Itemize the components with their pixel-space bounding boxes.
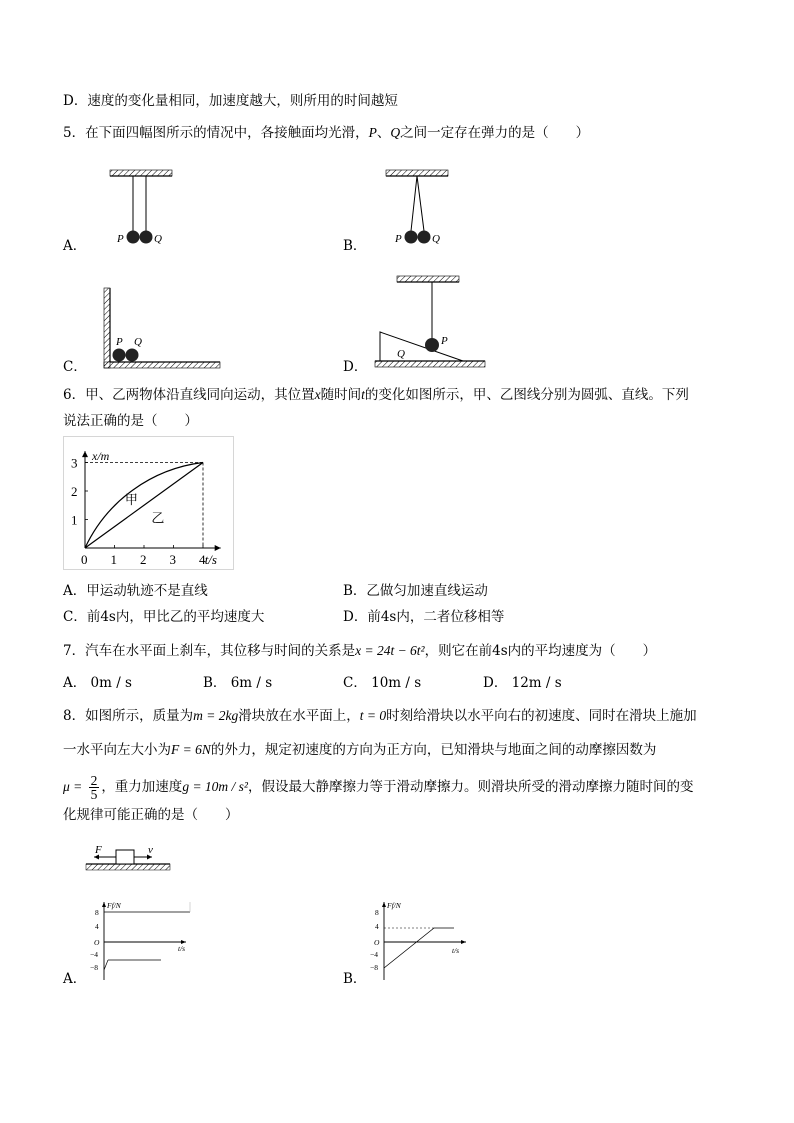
q5-figure-b xyxy=(378,165,468,255)
q7-stem-a: 7．汽车在水平面上刹车，其位移与时间的关系是 xyxy=(63,643,356,659)
q8-line1-a: 8．如图所示，质量为 xyxy=(63,708,194,724)
q8-fraction-den: 5 xyxy=(90,787,98,802)
q5-option-b-label: B． xyxy=(343,238,367,254)
q6-stem-t: t xyxy=(361,387,365,402)
q7-stem-b: ，则它在前4s内的平均速度为（ ） xyxy=(424,643,657,659)
q6-option-d: D．前4s内，二者位移相等 xyxy=(343,609,505,625)
q6-stem-part2: 随时间 xyxy=(320,387,362,403)
q8a-y-axis-label: Ff/N xyxy=(107,901,121,910)
q6-stem-part3: 的变化如图所示，甲、乙图线分别为圆弧、直线。下列 xyxy=(364,387,689,403)
q8a-tick-4: 4 xyxy=(95,922,99,931)
q8-line1-b: 滑块放在水平面上， xyxy=(238,708,360,724)
q5-stem-sep: 、 xyxy=(376,125,391,141)
q8-line2-a: 一水平向左大小为 xyxy=(63,742,171,758)
q8b-rising-line xyxy=(384,928,434,968)
q8-force-label: F xyxy=(95,844,102,856)
q8b-origin: O xyxy=(374,938,380,947)
q6-y-axis-label: x/m xyxy=(92,449,110,464)
q8-graph-b xyxy=(366,898,476,983)
q6-x-tick-label: 3 xyxy=(169,552,176,567)
q7-stem xyxy=(63,642,656,660)
q7-option-b: B． 6m / s xyxy=(203,675,273,691)
q8-mu: μ = xyxy=(63,779,83,794)
q6-chart-frame xyxy=(64,437,234,570)
q6-stem-part1: 6．甲、乙两物体沿直线同向运动，其位置 xyxy=(63,387,315,403)
q5a-q-label: Q xyxy=(154,233,162,245)
q6-stem-line2: 说法正确的是（ ） xyxy=(63,413,198,429)
q5a-p-label: P xyxy=(117,233,124,245)
q5d-p-label: P xyxy=(441,335,448,347)
q6-series-jia-label: 甲 xyxy=(124,491,138,507)
q6-y-tick-label: 1 xyxy=(71,512,78,528)
q8-gravity: g = 10m / s² xyxy=(182,779,248,794)
q6-option-b: B．乙做匀加速直线运动 xyxy=(343,583,488,599)
q6-x-tick-label: 2 xyxy=(140,552,147,567)
q6-x-axis-label: t/s xyxy=(204,552,217,567)
q6-position-time-chart xyxy=(63,436,235,571)
q8b-y-axis-label: Ff/N xyxy=(387,901,401,910)
q5-option-a-label: A． xyxy=(63,238,87,254)
q6-x-tick-label: 0 xyxy=(81,552,88,567)
q6-option-c: C．前4s内，甲比乙的平均速度大 xyxy=(63,609,265,625)
q6-option-a: A．甲运动轨迹不是直线 xyxy=(63,583,208,599)
q7-option-d: D． 12m / s xyxy=(483,675,562,691)
q6-x-tick-label: 4 xyxy=(199,552,206,567)
q8-graph-a xyxy=(86,898,196,983)
q5-stem-p: P xyxy=(368,125,377,140)
q8b-tick-4: 4 xyxy=(375,922,379,931)
q5-stem-text: 5．在下面四幅图所示的情况中，各接触面均光滑， xyxy=(63,125,369,141)
q5-figure-c xyxy=(100,285,230,375)
q7-option-a: A． 0m / s xyxy=(63,675,132,691)
q8-option-b-label: B． xyxy=(343,971,367,987)
q5c-q-label: Q xyxy=(134,336,142,348)
q8-line1 xyxy=(63,707,697,725)
q5-stem-tail: 之间一定存在弹力的是（ ） xyxy=(400,125,590,141)
q8-line1-c: 时刻给滑块以水平向右的初速度、同时在滑块上施加 xyxy=(386,708,697,724)
q8b-tick-neg8: −8 xyxy=(370,963,378,972)
q8a-tick-neg8: −8 xyxy=(90,963,98,972)
q8-line4: 化规律可能正确的是（ ） xyxy=(63,807,239,823)
q7-formula: x = 24t − 6t² xyxy=(355,643,425,658)
q8-velocity-label: v xyxy=(148,844,153,856)
q5-figure-d xyxy=(375,272,490,372)
q6-y-tick-label: 3 xyxy=(71,455,78,471)
q8-option-a-label: A． xyxy=(63,971,87,987)
q8a-tick-neg4: −4 xyxy=(90,950,98,959)
q8a-tick-8: 8 xyxy=(95,908,99,917)
q5-stem-q: Q xyxy=(390,125,401,140)
q8-line3-a: ，重力加速度 xyxy=(101,779,183,795)
q6-stem-x: x xyxy=(314,387,321,402)
q8-mass: m = 2kg xyxy=(193,708,239,723)
q8-line3-b: ，假设最大静摩擦力等于滑动摩擦力。则滑块所受的滑动摩擦力随时间的变 xyxy=(247,779,694,795)
q8b-x-axis-label: t/s xyxy=(452,946,460,955)
q8b-tick-neg4: −4 xyxy=(370,950,378,959)
q8-fraction xyxy=(89,774,100,801)
q8a-origin: O xyxy=(94,938,100,947)
q8a-x-axis-label: t/s xyxy=(178,944,186,953)
q5-option-c-label: C． xyxy=(63,359,87,375)
q8-block-figure xyxy=(82,840,177,880)
q5c-p-label: P xyxy=(116,336,123,348)
q8b-tick-8: 8 xyxy=(375,908,379,917)
q5-stem xyxy=(63,124,589,142)
q8-line3 xyxy=(63,774,693,801)
q8-line2-b: 的外力，规定初速度的方向为正方向，已知滑块与地面之间的动摩擦因数为 xyxy=(210,742,657,758)
q6-y-tick-label: 2 xyxy=(71,484,78,499)
q5-option-d-label: D． xyxy=(343,359,368,375)
q5d-q-label: Q xyxy=(397,348,405,360)
q5b-q-label: Q xyxy=(432,233,440,245)
q6-series-yi-label: 乙 xyxy=(151,510,165,526)
q7-option-c: C． 10m / s xyxy=(343,675,422,691)
q5-figure-a xyxy=(100,165,190,255)
q5b-p-label: P xyxy=(395,233,402,245)
q6-stem-line1 xyxy=(63,386,689,404)
q8-fraction-num: 2 xyxy=(90,773,98,788)
q6-x-tick-label: 1 xyxy=(110,552,117,567)
q8-line2 xyxy=(63,741,656,759)
q8-force: F = 6N xyxy=(171,742,211,757)
q4-option-d: D．速度的变化量相同，加速度越大，则所用的时间越短 xyxy=(63,93,398,109)
q8-time-zero: t = 0 xyxy=(359,708,387,723)
q8-block xyxy=(116,850,134,864)
